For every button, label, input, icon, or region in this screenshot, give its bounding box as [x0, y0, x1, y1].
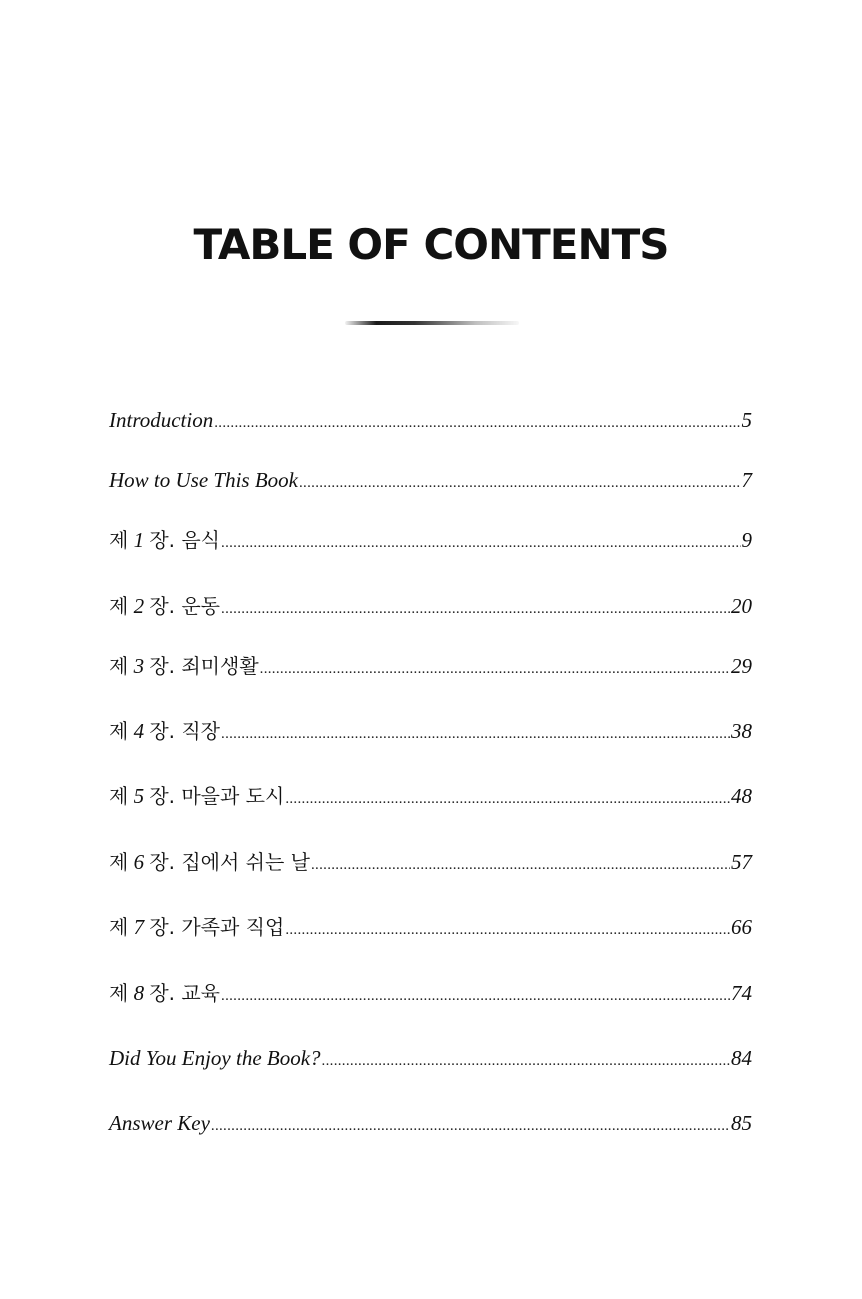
- toc-entry-how-to-use[interactable]: [109, 465, 752, 495]
- chapter-title: 장. 교육: [149, 981, 221, 1005]
- toc-entry-label: [109, 716, 220, 746]
- toc-page-number: 29: [731, 654, 752, 678]
- title-divider: [345, 321, 519, 325]
- toc-entry-label: Did You Enjoy the Book?: [109, 1046, 321, 1070]
- chapter-prefix: 제: [109, 719, 129, 743]
- chapter-title: 장. 가족과 직업: [149, 915, 285, 939]
- dot-leader: [285, 784, 730, 814]
- toc-page-number: 38: [731, 719, 752, 743]
- toc-entry-chapter-4[interactable]: [109, 716, 752, 746]
- toc-entry-label: [109, 525, 220, 555]
- chapter-title: 장. 직장: [149, 719, 221, 743]
- chapter-title: 장. 운동: [149, 594, 221, 618]
- chapter-number: 1: [133, 528, 145, 552]
- dot-leader: [221, 719, 730, 749]
- dot-leader: [214, 408, 740, 438]
- toc-entry-label: [109, 912, 284, 942]
- dot-leader: [311, 850, 730, 880]
- chapter-number: 3: [133, 654, 145, 678]
- chapter-number: 6: [133, 850, 145, 874]
- toc-page-number: 57: [731, 850, 752, 874]
- toc-entry-label: [109, 781, 284, 811]
- toc-entry-label: [109, 591, 220, 621]
- chapter-title: 장. 음식: [149, 528, 221, 552]
- toc-page-number: 74: [731, 981, 752, 1005]
- toc-entry-did-you-enjoy[interactable]: [109, 1043, 752, 1073]
- chapter-title: 장. 집에서 쉬는 날: [149, 850, 310, 874]
- chapter-title: 장. 마을과 도시: [149, 784, 285, 808]
- dot-leader: [322, 1046, 730, 1076]
- toc-page-number: 9: [741, 528, 752, 552]
- chapter-prefix: 제: [109, 850, 129, 874]
- toc-entry-label: Answer Key: [109, 1111, 210, 1135]
- chapter-prefix: 제: [109, 654, 129, 678]
- toc-entry-label: How to Use This Book: [109, 468, 298, 492]
- toc-entry-introduction[interactable]: [109, 405, 752, 435]
- toc-page-number: 66: [731, 915, 752, 939]
- chapter-prefix: 제: [109, 981, 129, 1005]
- toc-page-number: 20: [731, 594, 752, 618]
- toc-entry-chapter-5[interactable]: [109, 781, 752, 811]
- toc-entry-chapter-1[interactable]: [109, 525, 752, 555]
- toc-entry-chapter-3[interactable]: [109, 651, 752, 681]
- dot-leader: [260, 654, 730, 684]
- chapter-title: 장. 죄미생활: [149, 654, 259, 678]
- toc-entry-chapter-2[interactable]: [109, 591, 752, 621]
- toc-entry-label: [109, 847, 310, 877]
- toc-entry-chapter-7[interactable]: [109, 912, 752, 942]
- dot-leader: [221, 528, 740, 558]
- chapter-number: 7: [133, 915, 145, 939]
- chapter-prefix: 제: [109, 784, 129, 808]
- toc-page-number: 84: [731, 1046, 752, 1070]
- toc-page-number: 85: [731, 1111, 752, 1135]
- dot-leader: [221, 594, 730, 624]
- chapter-prefix: 제: [109, 528, 129, 552]
- chapter-prefix: 제: [109, 915, 129, 939]
- chapter-number: 2: [133, 594, 145, 618]
- toc-page-number: 7: [741, 468, 752, 492]
- toc-entry-chapter-6[interactable]: [109, 847, 752, 877]
- dot-leader: [285, 915, 730, 945]
- chapter-number: 4: [133, 719, 145, 743]
- toc-entry-label: [109, 651, 259, 681]
- dot-leader: [211, 1111, 730, 1141]
- chapter-prefix: 제: [109, 594, 129, 618]
- toc-entry-answer-key[interactable]: [109, 1108, 752, 1138]
- chapter-number: 8: [133, 981, 145, 1005]
- toc-page-number: 48: [731, 784, 752, 808]
- toc-entry-chapter-8[interactable]: [109, 978, 752, 1008]
- dot-leader: [299, 468, 741, 498]
- dot-leader: [221, 981, 730, 1011]
- page-title: TABLE OF CONTENTS: [193, 220, 669, 269]
- toc-page-number: 5: [741, 408, 752, 432]
- chapter-number: 5: [133, 784, 145, 808]
- toc-entry-label: Introduction: [109, 408, 214, 432]
- toc-entry-label: [109, 978, 220, 1008]
